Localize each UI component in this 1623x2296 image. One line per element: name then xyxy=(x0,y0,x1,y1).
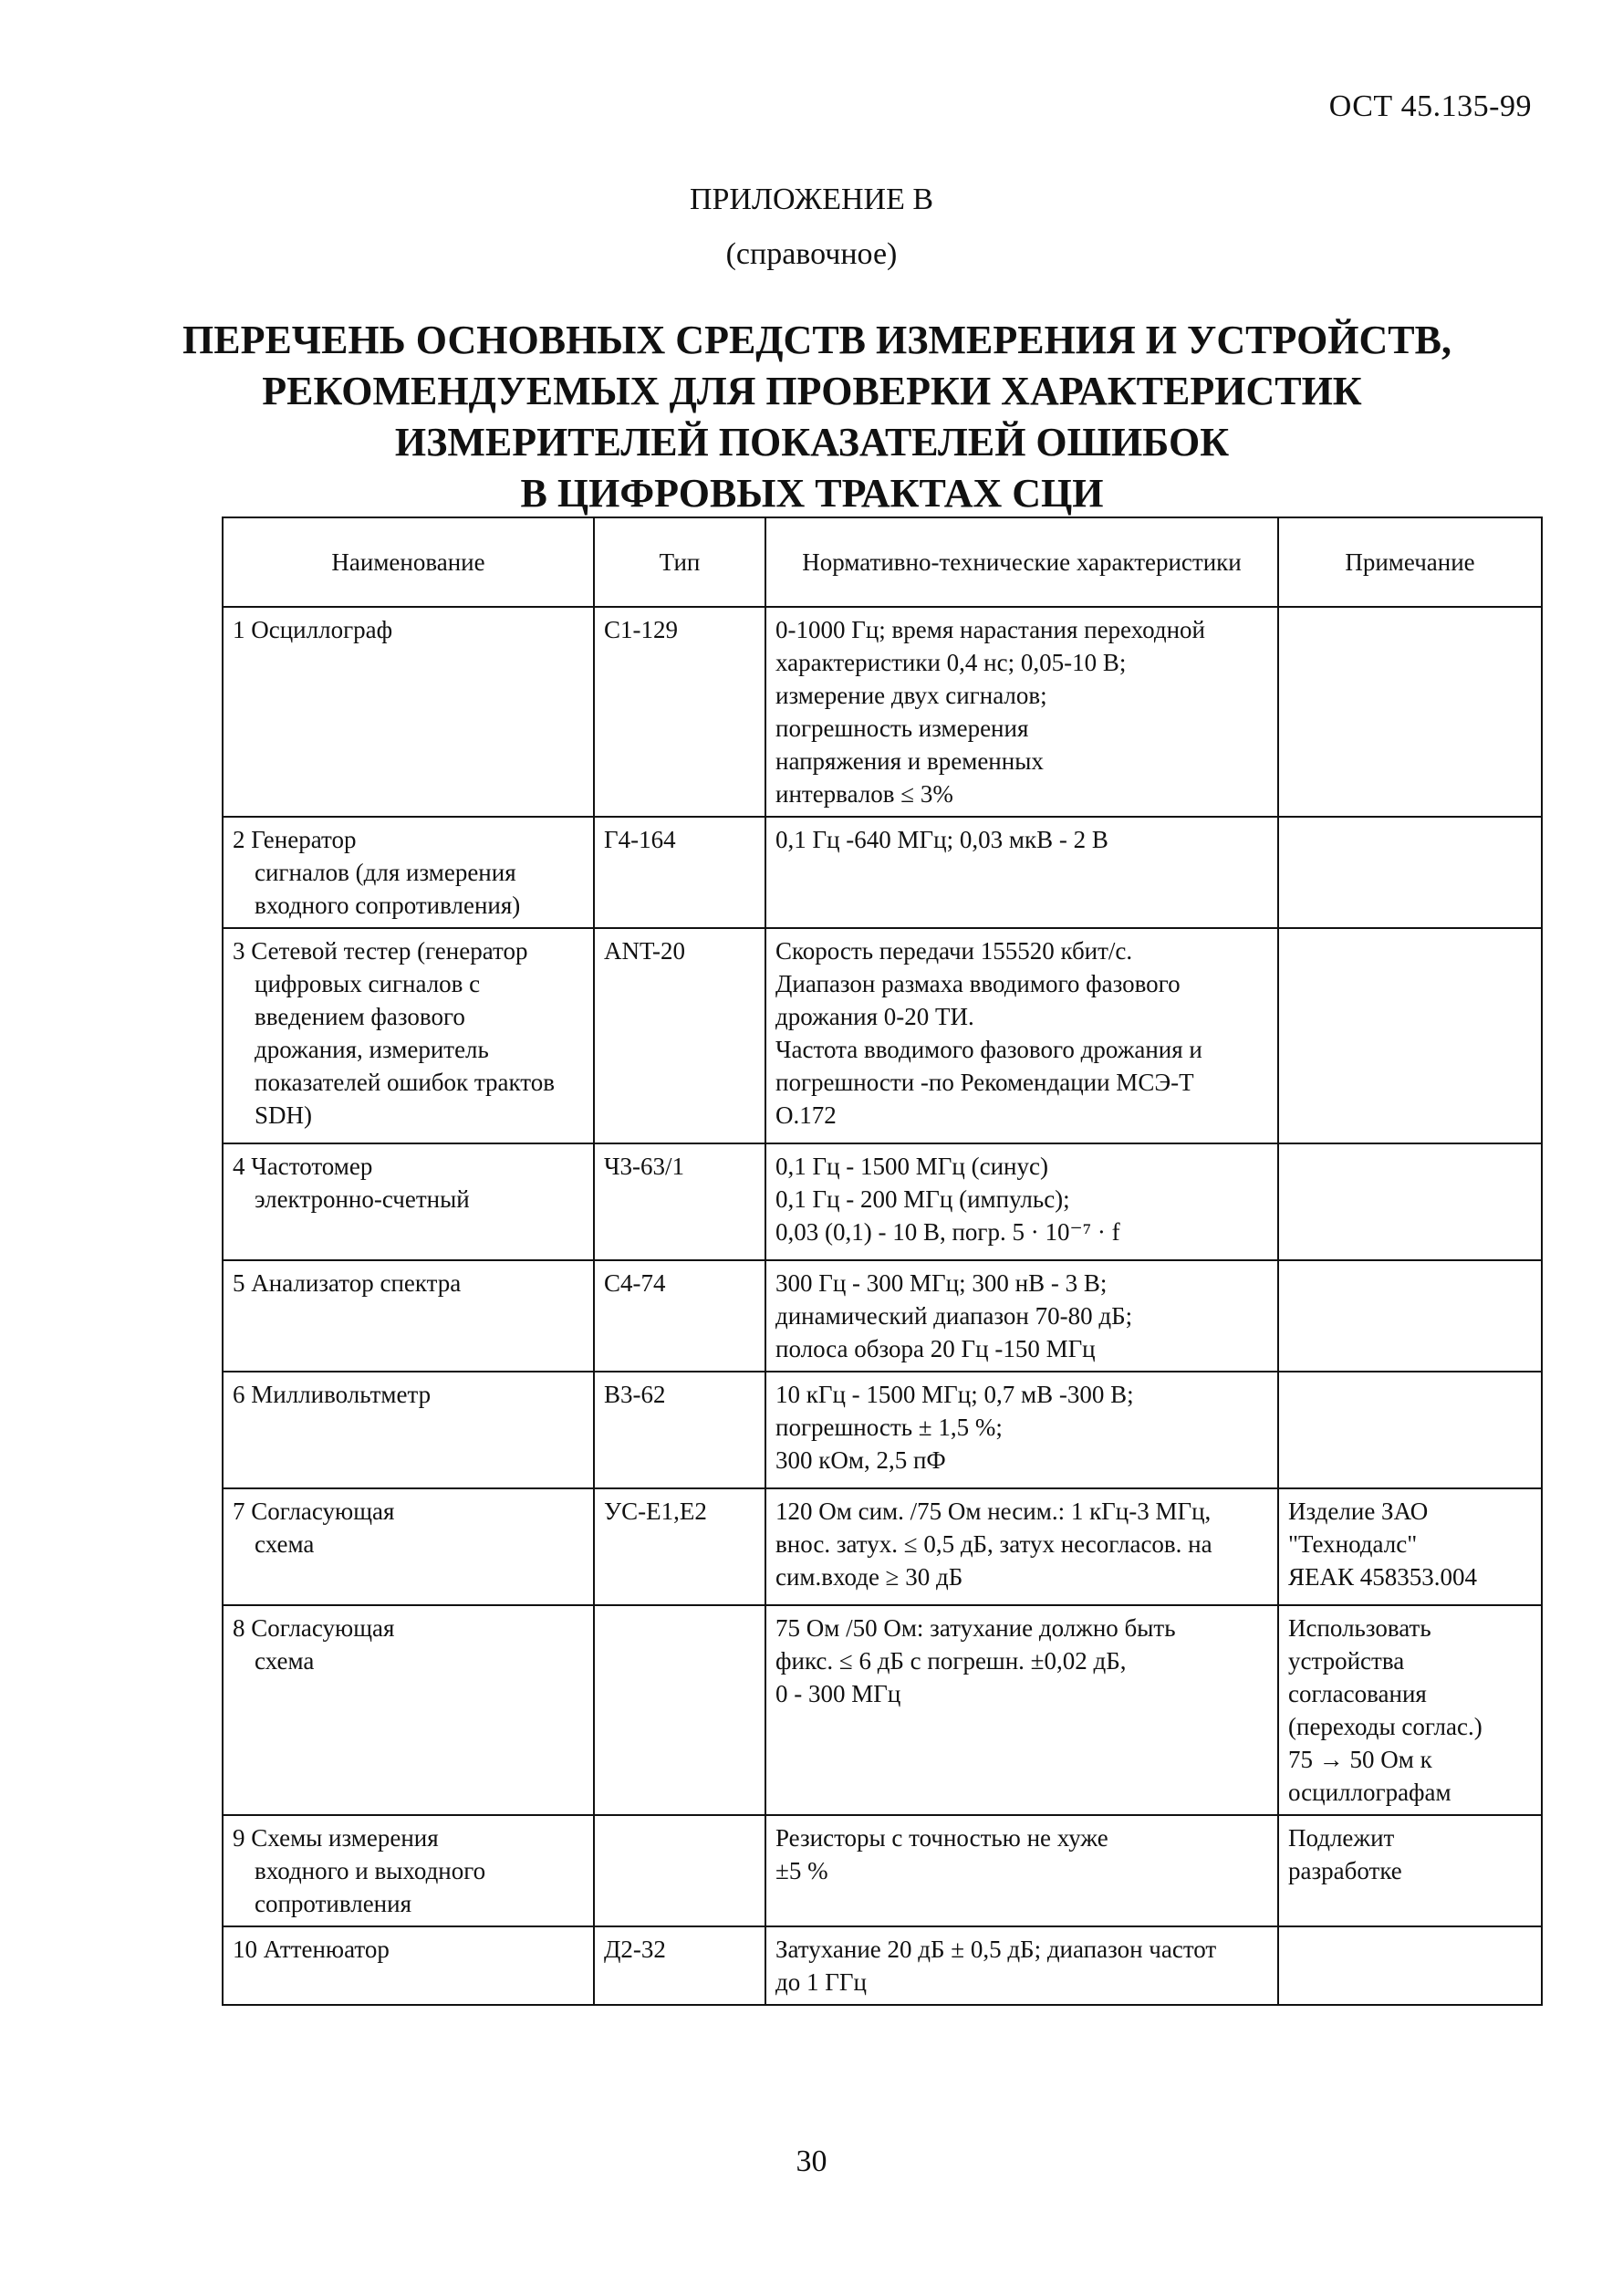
specs-line: внос. затух. ≤ 0,5 дБ, затух несогласов. на xyxy=(775,1530,1212,1558)
note-line: устройства xyxy=(1288,1647,1405,1675)
note-line: Подлежит xyxy=(1288,1824,1395,1852)
name-line: входного сопротивления) xyxy=(255,892,521,919)
specs-line: дрожания 0-20 ТИ. xyxy=(775,1003,974,1030)
table-header-row xyxy=(223,517,1542,607)
name-line: SDH) xyxy=(255,1101,313,1129)
title-line: В ЦИФРОВЫХ ТРАКТАХ СЦИ xyxy=(520,471,1104,516)
cell-note xyxy=(1278,1143,1542,1260)
table-row xyxy=(223,1260,1542,1372)
cell-specs xyxy=(765,1143,1278,1260)
specs-line: полоса обзора 20 Гц -150 МГц xyxy=(775,1335,1096,1362)
header-note: Примечание xyxy=(1278,517,1542,607)
specs-line: погрешность ± 1,5 %; xyxy=(775,1414,1003,1441)
cell-name xyxy=(223,1605,594,1815)
name-line: 2 Генератор xyxy=(233,826,357,853)
name-line: 3 Сетевой тестер (генератор xyxy=(233,937,528,965)
specs-line: Частота вводимого фазового дрожания и xyxy=(775,1036,1202,1063)
name-line: сопротивления xyxy=(255,1890,411,1917)
title-line: ПЕРЕЧЕНЬ ОСНОВНЫХ СРЕДСТВ ИЗМЕРЕНИЯ И УСТРОЙСТВ, xyxy=(182,318,1451,362)
specs-line: сим.входе ≥ 30 дБ xyxy=(775,1563,963,1591)
note-line: (переходы соглас.) xyxy=(1288,1713,1483,1740)
instruments-table-wrapper xyxy=(222,517,1543,2006)
cell-note xyxy=(1278,607,1542,817)
name-line: схема xyxy=(255,1530,315,1558)
cell-name xyxy=(223,1372,594,1488)
name-line: 5 Анализатор спектра xyxy=(233,1269,462,1297)
table-row xyxy=(223,607,1542,817)
specs-line: 0,03 (0,1) - 10 В, погр. 5 · 10⁻⁷ · f xyxy=(775,1218,1120,1246)
cell-type: Г4-164 xyxy=(594,817,765,928)
note-line: 75 → 50 Ом к xyxy=(1288,1746,1432,1773)
cell-note xyxy=(1278,1926,1542,2005)
cell-type: В3-62 xyxy=(594,1372,765,1488)
document-code: ОСТ 45.135-99 xyxy=(1328,89,1532,123)
name-line: цифровых сигналов с xyxy=(255,970,481,997)
specs-line: Затухание 20 дБ ± 0,5 дБ; диапазон частот xyxy=(775,1936,1217,1963)
specs-line: интервалов ≤ 3% xyxy=(775,780,953,808)
table-row xyxy=(223,817,1542,928)
cell-note xyxy=(1278,1488,1542,1605)
name-line: 6 Милливольтметр xyxy=(233,1381,432,1408)
cell-note xyxy=(1278,817,1542,928)
specs-line: Диапазон размаха вводимого фазового xyxy=(775,970,1181,997)
table-body xyxy=(223,607,1542,2005)
header-specs: Нормативно-технические характеристики xyxy=(765,517,1278,607)
specs-line: ±5 % xyxy=(775,1857,828,1884)
specs-line: погрешности -по Рекомендации МСЭ-Т xyxy=(775,1069,1194,1096)
cell-specs xyxy=(765,1926,1278,2005)
page-title xyxy=(182,315,1451,519)
specs-line: до 1 ГГц xyxy=(775,1968,867,1996)
table-row xyxy=(223,1605,1542,1815)
title-line: РЕКОМЕНДУЕМЫХ ДЛЯ ПРОВЕРКИ ХАРАКТЕРИСТИК xyxy=(262,369,1362,413)
name-line: 1 Осциллограф xyxy=(233,616,393,643)
cell-specs xyxy=(765,1372,1278,1488)
table-row xyxy=(223,1926,1542,2005)
cell-name xyxy=(223,1926,594,2005)
specs-line: 0,1 Гц -640 МГц; 0,03 мкВ - 2 В xyxy=(775,826,1108,853)
cell-note xyxy=(1278,1372,1542,1488)
cell-type: Ч3-63/1 xyxy=(594,1143,765,1260)
specs-line: измерение двух сигналов; xyxy=(775,682,1047,709)
header-type: Тип xyxy=(594,517,765,607)
cell-note xyxy=(1278,928,1542,1143)
cell-type: ANT-20 xyxy=(594,928,765,1143)
cell-name xyxy=(223,817,594,928)
cell-type: Д2-32 xyxy=(594,1926,765,2005)
note-line: осциллографам xyxy=(1288,1779,1451,1806)
name-line: введением фазового xyxy=(255,1003,465,1030)
specs-line: 300 Гц - 300 МГц; 300 нВ - 3 В; xyxy=(775,1269,1108,1297)
specs-line: фикс. ≤ 6 дБ с погрешн. ±0,02 дБ, xyxy=(775,1647,1127,1675)
table-row xyxy=(223,1372,1542,1488)
specs-line: О.172 xyxy=(775,1101,837,1129)
specs-line: 75 Ом /50 Ом: затухание должно быть xyxy=(775,1614,1176,1642)
cell-specs xyxy=(765,1488,1278,1605)
name-line: электронно-счетный xyxy=(255,1185,470,1213)
cell-type: С1-129 xyxy=(594,607,765,817)
specs-line: погрешность измерения xyxy=(775,715,1029,742)
name-line: 8 Согласующая xyxy=(233,1614,395,1642)
cell-name xyxy=(223,1815,594,1926)
cell-name xyxy=(223,928,594,1143)
name-line: показателей ошибок трактов xyxy=(255,1069,555,1096)
cell-note xyxy=(1278,1260,1542,1372)
specs-line: 0,1 Гц - 200 МГц (импульс); xyxy=(775,1185,1070,1213)
note-line: "Технодалс" xyxy=(1288,1530,1418,1558)
specs-line: динамический диапазон 70-80 дБ; xyxy=(775,1302,1133,1330)
cell-note xyxy=(1278,1815,1542,1926)
name-line: дрожания, измеритель xyxy=(255,1036,489,1063)
cell-specs xyxy=(765,928,1278,1143)
cell-specs xyxy=(765,1260,1278,1372)
name-line: 9 Схемы измерения xyxy=(233,1824,439,1852)
specs-line: 300 кОм, 2,5 пФ xyxy=(775,1446,946,1474)
name-line: входного и выходного xyxy=(255,1857,486,1884)
note-line: ЯЕАК 458353.004 xyxy=(1288,1563,1478,1591)
cell-note xyxy=(1278,1605,1542,1815)
name-line: 10 Аттенюатор xyxy=(233,1936,390,1963)
table-row xyxy=(223,1143,1542,1260)
specs-line: Резисторы с точностью не хуже xyxy=(775,1824,1108,1852)
title-line: ИЗМЕРИТЕЛЕЙ ПОКАЗАТЕЛЕЙ ОШИБОК xyxy=(394,420,1230,464)
cell-specs xyxy=(765,1605,1278,1815)
specs-line: Скорость передачи 155520 кбит/с. xyxy=(775,937,1133,965)
appendix-title: ПРИЛОЖЕНИЕ В xyxy=(689,183,934,216)
note-line: Использовать xyxy=(1288,1614,1431,1642)
cell-specs xyxy=(765,607,1278,817)
name-line: схема xyxy=(255,1647,315,1675)
name-line: 4 Частотомер xyxy=(233,1153,373,1180)
cell-specs xyxy=(765,1815,1278,1926)
note-line: Изделие ЗАО xyxy=(1288,1498,1429,1525)
cell-type: УС-Е1,Е2 xyxy=(594,1488,765,1605)
cell-name xyxy=(223,1488,594,1605)
specs-line: 10 кГц - 1500 МГц; 0,7 мВ -300 В; xyxy=(775,1381,1134,1408)
table-row xyxy=(223,1815,1542,1926)
specs-line: 0-1000 Гц; время нарастания переходной xyxy=(775,616,1206,643)
table-row xyxy=(223,928,1542,1143)
appendix-type: (справочное) xyxy=(725,237,898,271)
cell-type xyxy=(594,1815,765,1926)
specs-line: 0 - 300 МГц xyxy=(775,1680,901,1707)
cell-type: С4-74 xyxy=(594,1260,765,1372)
note-line: согласования xyxy=(1288,1680,1427,1707)
name-line: сигналов (для измерения xyxy=(255,859,516,886)
name-line: 7 Согласующая xyxy=(233,1498,395,1525)
specs-line: напряжения и временных xyxy=(775,747,1044,775)
specs-line: 120 Ом сим. /75 Ом несим.: 1 кГц-3 МГц, xyxy=(775,1498,1212,1525)
specs-line: характеристики 0,4 нс; 0,05-10 В; xyxy=(775,649,1127,676)
cell-specs xyxy=(765,817,1278,928)
cell-name xyxy=(223,607,594,817)
header-name: Наименование xyxy=(223,517,594,607)
table-row xyxy=(223,1488,1542,1605)
cell-type xyxy=(594,1605,765,1815)
page-number: 30 xyxy=(796,2145,827,2178)
cell-name xyxy=(223,1143,594,1260)
specs-line: 0,1 Гц - 1500 МГц (синус) xyxy=(775,1153,1048,1180)
note-line: разработке xyxy=(1288,1857,1402,1884)
instruments-table xyxy=(222,517,1543,2006)
cell-name xyxy=(223,1260,594,1372)
